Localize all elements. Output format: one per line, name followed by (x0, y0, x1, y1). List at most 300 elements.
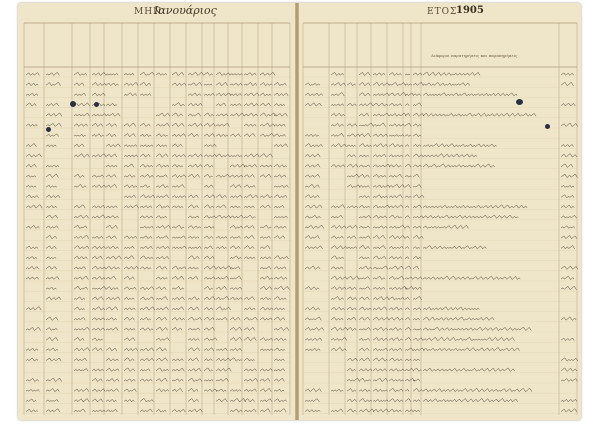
handwritten-entry (188, 338, 199, 340)
handwritten-entry (156, 266, 167, 269)
handwritten-entry (359, 226, 370, 228)
handwritten-entry (124, 236, 137, 239)
handwritten-entry (389, 388, 403, 392)
handwritten-entry (423, 276, 520, 280)
ink-blot (94, 102, 99, 107)
handwritten-entry (244, 378, 258, 381)
handwritten-entry (46, 165, 59, 167)
handwritten-entry (244, 246, 254, 249)
handwritten-entry (389, 155, 403, 157)
handwritten-entry (216, 399, 227, 402)
handwritten-entry (373, 266, 388, 270)
handwritten-entry (413, 318, 420, 320)
handwritten-entry (413, 144, 421, 146)
handwritten-entry (156, 185, 169, 188)
handwritten-entry (244, 257, 255, 259)
handwritten-entry (274, 369, 285, 372)
handwritten-entry (106, 175, 116, 178)
handwritten-entry (347, 164, 358, 167)
handwritten-entry (331, 133, 344, 137)
handwritten-entry (423, 398, 518, 402)
handwritten-entry (172, 185, 185, 188)
handwritten-entry (405, 287, 414, 290)
handwritten-entry (359, 196, 370, 198)
handwritten-entry (74, 267, 86, 270)
handwritten-entry (389, 205, 403, 208)
handwritten-entry (359, 277, 370, 280)
remarks-header: Διάφοροι παρατηρήσεις και παραπηρήσεις (431, 53, 518, 58)
handwritten-entry (373, 103, 388, 106)
handwritten-entry (244, 113, 258, 116)
handwritten-entry (413, 82, 424, 86)
handwritten-entry (204, 246, 213, 249)
handwritten-entry (260, 267, 271, 270)
handwritten-entry (204, 195, 215, 198)
handwritten-entry (389, 103, 402, 106)
handwritten-entry (124, 175, 135, 178)
handwritten-entry (331, 338, 347, 341)
handwritten-entry (124, 145, 137, 147)
handwritten-entry (405, 317, 410, 320)
handwritten-entry (305, 266, 320, 270)
handwritten-entry (389, 379, 404, 382)
handwritten-entry (305, 327, 324, 330)
handwritten-entry (413, 174, 419, 178)
handwritten-entry (46, 389, 59, 392)
handwritten-entry (274, 256, 289, 260)
right-table-grid (299, 3, 581, 420)
handwritten-entry (413, 205, 422, 208)
handwritten-entry (216, 276, 229, 279)
handwritten-entry (305, 83, 320, 86)
handwritten-entry (230, 256, 242, 259)
handwritten-entry (405, 308, 409, 310)
handwritten-entry (347, 358, 358, 361)
handwritten-entry (331, 307, 345, 310)
handwritten-entry (46, 378, 62, 382)
handwritten-entry (46, 82, 61, 86)
handwritten-entry (46, 72, 59, 75)
handwritten-entry (260, 297, 271, 299)
handwritten-entry (405, 327, 411, 330)
handwritten-entry (331, 256, 344, 260)
handwritten-entry (389, 256, 402, 259)
handwritten-entry (305, 225, 324, 229)
handwritten-entry (359, 123, 374, 127)
handwritten-entry (106, 389, 119, 392)
handwritten-entry (26, 409, 38, 412)
handwritten-entry (405, 74, 410, 75)
handwritten-entry (244, 73, 256, 76)
handwritten-entry (230, 409, 242, 412)
handwritten-entry (244, 226, 254, 229)
handwritten-entry (188, 164, 202, 167)
handwritten-entry (274, 226, 286, 229)
handwritten-entry (373, 400, 388, 402)
handwritten-entry (74, 124, 88, 127)
handwritten-entry (274, 236, 285, 239)
handwritten-entry (124, 195, 136, 198)
handwritten-entry (423, 246, 486, 250)
handwritten-entry (389, 409, 401, 412)
handwritten-entry (561, 266, 578, 269)
handwritten-entry (106, 287, 118, 290)
handwritten-entry (204, 144, 216, 146)
handwritten-entry (74, 225, 87, 228)
handwritten-entry (204, 338, 217, 341)
handwritten-entry (140, 195, 155, 198)
handwritten-entry (373, 338, 388, 341)
handwritten-entry (26, 389, 40, 391)
handwritten-entry (359, 133, 371, 137)
handwritten-entry (216, 134, 228, 137)
handwritten-entry (140, 94, 151, 96)
handwritten-entry (347, 206, 358, 208)
handwritten-entry (92, 256, 103, 259)
handwritten-entry (561, 379, 578, 382)
handwritten-entry (423, 164, 495, 168)
handwritten-entry (106, 399, 117, 401)
handwritten-entry (188, 123, 203, 127)
handwritten-entry (305, 195, 320, 198)
handwritten-entry (423, 307, 480, 310)
handwritten-entry (331, 347, 347, 351)
handwritten-entry (230, 164, 245, 167)
handwritten-entry (561, 317, 576, 321)
handwritten-entry (204, 389, 217, 392)
handwritten-entry (405, 257, 409, 259)
handwritten-entry (74, 409, 85, 412)
handwritten-entry (305, 338, 322, 341)
handwritten-entry (413, 296, 422, 300)
handwritten-entry (124, 368, 135, 372)
ledger-spread (18, 3, 581, 420)
handwritten-entry (305, 287, 319, 290)
handwritten-entry (413, 103, 422, 107)
handwritten-entry (373, 409, 389, 412)
handwritten-entry (140, 267, 151, 269)
handwritten-entry (204, 236, 213, 239)
handwritten-entry (156, 216, 167, 219)
handwritten-entry (188, 174, 200, 178)
handwritten-entry (373, 378, 388, 382)
handwritten-entry (74, 286, 88, 290)
handwritten-entry (230, 267, 240, 270)
handwritten-entry (106, 348, 117, 351)
handwritten-entry (405, 216, 410, 219)
handwritten-entry (373, 215, 387, 218)
handwritten-entry (244, 103, 258, 106)
handwritten-entry (389, 144, 403, 148)
handwritten-entry (359, 186, 370, 188)
handwritten-entry (260, 195, 272, 198)
handwritten-entry (172, 297, 185, 300)
handwritten-entry (156, 317, 167, 320)
handwritten-entry (274, 317, 285, 321)
handwritten-entry (359, 174, 369, 177)
handwritten-entry (373, 327, 388, 330)
handwritten-entry (46, 134, 59, 137)
handwritten-entry (260, 154, 273, 158)
handwritten-entry (140, 164, 153, 167)
handwritten-entry (359, 287, 370, 290)
handwritten-entry (46, 235, 57, 239)
handwritten-entry (188, 267, 199, 269)
handwritten-entry (74, 174, 84, 178)
handwritten-entry (216, 174, 230, 177)
handwritten-entry (244, 327, 255, 330)
handwritten-entry (172, 236, 186, 239)
handwritten-entry (373, 226, 387, 229)
ink-blot (70, 101, 76, 107)
handwritten-entry (92, 318, 105, 320)
handwritten-entry (230, 297, 242, 300)
handwritten-entry (26, 154, 42, 157)
handwritten-entry (172, 266, 186, 269)
handwritten-entry (156, 327, 168, 331)
handwritten-entry (373, 348, 388, 351)
handwritten-entry (46, 206, 57, 208)
handwritten-entry (405, 155, 410, 157)
handwritten-entry (46, 337, 58, 340)
handwritten-entry (305, 348, 320, 350)
handwritten-entry (405, 399, 411, 402)
handwritten-entry (74, 205, 85, 209)
handwritten-entry (347, 409, 356, 412)
handwritten-entry (405, 389, 409, 391)
handwritten-entry (46, 348, 58, 351)
handwritten-entry (389, 276, 404, 280)
handwritten-entry (423, 368, 515, 372)
handwritten-entry (359, 369, 372, 371)
handwritten-entry (373, 154, 386, 157)
handwritten-entry (260, 103, 271, 106)
handwritten-entry (331, 83, 346, 86)
handwritten-entry (331, 267, 343, 269)
handwritten-entry (188, 276, 198, 279)
handwritten-entry (274, 409, 286, 413)
handwritten-entry (26, 83, 38, 86)
handwritten-entry (204, 123, 216, 126)
handwritten-entry (413, 235, 423, 238)
handwritten-entry (156, 277, 167, 279)
handwritten-entry (216, 246, 227, 248)
handwritten-entry (204, 286, 213, 289)
handwritten-entry (305, 103, 322, 106)
handwritten-entry (92, 185, 106, 188)
handwritten-entry (204, 93, 215, 95)
handwritten-entry (216, 195, 227, 199)
handwritten-entry (140, 307, 155, 311)
handwritten-entry (561, 154, 577, 158)
handwritten-entry (172, 287, 184, 290)
handwritten-entry (274, 359, 285, 361)
handwritten-entry (216, 317, 227, 320)
handwritten-entry (260, 409, 270, 413)
handwritten-entry (172, 368, 184, 371)
handwritten-entry (74, 93, 86, 96)
handwritten-entry (74, 337, 84, 340)
handwritten-entry (204, 380, 213, 382)
handwritten-entry (124, 123, 136, 127)
handwritten-entry (124, 205, 139, 209)
handwritten-entry (74, 134, 86, 136)
handwritten-entry (373, 317, 389, 320)
handwritten-entry (423, 154, 477, 158)
handwritten-entry (561, 358, 578, 361)
handwritten-entry (305, 154, 320, 157)
handwritten-entry (26, 246, 38, 249)
handwritten-entry (26, 399, 36, 402)
handwritten-entry (389, 358, 402, 361)
handwritten-entry (140, 409, 153, 412)
handwritten-entry (305, 93, 323, 96)
handwritten-entry (561, 195, 574, 198)
handwritten-entry (204, 154, 217, 157)
handwritten-entry (230, 155, 242, 157)
handwritten-entry (172, 359, 184, 361)
handwritten-entry (204, 226, 214, 228)
handwritten-entry (405, 359, 412, 361)
handwritten-entry (359, 155, 369, 157)
handwritten-entry (188, 317, 202, 320)
handwritten-entry (172, 196, 186, 198)
handwritten-entry (405, 206, 409, 208)
handwritten-entry (74, 235, 89, 239)
handwritten-entry (260, 349, 273, 351)
handwritten-entry (74, 389, 89, 392)
handwritten-entry (92, 338, 103, 341)
handwritten-entry (106, 165, 117, 167)
handwritten-entry (92, 328, 105, 330)
handwritten-entry (106, 327, 118, 330)
handwritten-entry (106, 409, 117, 412)
handwritten-entry (188, 236, 199, 238)
handwritten-entry (204, 84, 212, 85)
handwritten-entry (305, 184, 320, 188)
handwritten-entry (140, 398, 153, 402)
handwritten-entry (373, 174, 386, 177)
handwritten-entry (413, 134, 421, 137)
handwritten-entry (389, 338, 403, 341)
handwritten-entry (74, 369, 88, 372)
handwritten-entry (260, 286, 272, 290)
handwritten-entry (347, 317, 356, 320)
handwritten-entry (405, 84, 412, 86)
handwritten-entry (216, 82, 228, 86)
handwritten-entry (331, 297, 344, 301)
handwritten-entry (260, 257, 271, 259)
handwritten-entry (413, 308, 421, 310)
handwritten-entry (172, 379, 183, 382)
handwritten-entry (260, 123, 275, 127)
handwritten-entry (74, 276, 88, 280)
handwritten-entry (156, 409, 166, 412)
handwritten-entry (359, 389, 370, 391)
handwritten-entry (124, 379, 135, 382)
handwritten-entry (260, 399, 272, 402)
handwritten-entry (46, 266, 57, 269)
handwritten-entry (188, 378, 202, 381)
handwritten-entry (260, 245, 270, 249)
handwritten-entry (405, 175, 411, 177)
handwritten-entry (244, 124, 256, 126)
handwritten-entry (389, 399, 403, 402)
handwritten-entry (188, 103, 202, 106)
handwritten-entry (92, 378, 103, 381)
handwritten-entry (230, 327, 242, 331)
handwritten-entry (359, 257, 369, 259)
handwritten-entry (359, 144, 372, 148)
handwritten-entry (244, 358, 255, 361)
handwritten-entry (26, 185, 36, 187)
handwritten-entry (244, 133, 255, 136)
handwritten-entry (172, 72, 184, 76)
handwritten-entry (26, 307, 41, 311)
handwritten-entry (92, 286, 106, 289)
handwritten-entry (46, 400, 58, 402)
handwritten-entry (244, 175, 255, 178)
handwritten-entry (124, 185, 137, 188)
handwritten-entry (405, 104, 409, 106)
handwritten-entry (46, 226, 59, 229)
handwritten-entry (405, 185, 411, 188)
handwritten-entry (124, 73, 134, 75)
handwritten-entry (331, 113, 345, 116)
handwritten-entry (413, 359, 420, 361)
handwritten-entry (74, 103, 90, 106)
handwritten-entry (156, 256, 169, 259)
handwritten-entry (204, 174, 213, 177)
handwritten-entry (46, 195, 60, 198)
handwritten-entry (413, 195, 424, 198)
handwritten-entry (359, 93, 370, 96)
handwritten-entry (140, 236, 152, 239)
handwritten-entry (561, 215, 577, 218)
handwritten-entry (373, 73, 385, 76)
handwritten-entry (74, 358, 87, 361)
handwritten-entry (331, 205, 345, 209)
handwritten-entry (260, 83, 272, 86)
handwritten-entry (274, 185, 288, 187)
handwritten-entry (204, 72, 213, 75)
handwritten-entry (106, 246, 119, 249)
handwritten-entry (46, 358, 61, 361)
ink-blot (46, 127, 51, 132)
handwritten-entry (389, 297, 405, 300)
handwritten-entry (230, 348, 242, 350)
handwritten-entry (140, 216, 153, 218)
handwritten-entry (359, 399, 372, 403)
handwritten-entry (26, 195, 39, 198)
handwritten-entry (204, 185, 213, 188)
handwritten-entry (373, 287, 385, 289)
handwritten-entry (405, 337, 411, 340)
handwritten-entry (172, 327, 182, 330)
handwritten-entry (244, 195, 258, 199)
handwritten-entry (106, 134, 116, 137)
handwritten-entry (331, 236, 344, 239)
handwritten-entry (244, 154, 260, 157)
handwritten-entry (405, 135, 411, 137)
handwritten-entry (244, 93, 259, 96)
handwritten-entry (413, 216, 423, 218)
handwritten-entry (204, 348, 214, 351)
handwritten-entry (216, 389, 226, 392)
handwritten-entry (106, 358, 119, 361)
handwritten-entry (74, 256, 88, 259)
handwritten-entry (46, 257, 56, 259)
